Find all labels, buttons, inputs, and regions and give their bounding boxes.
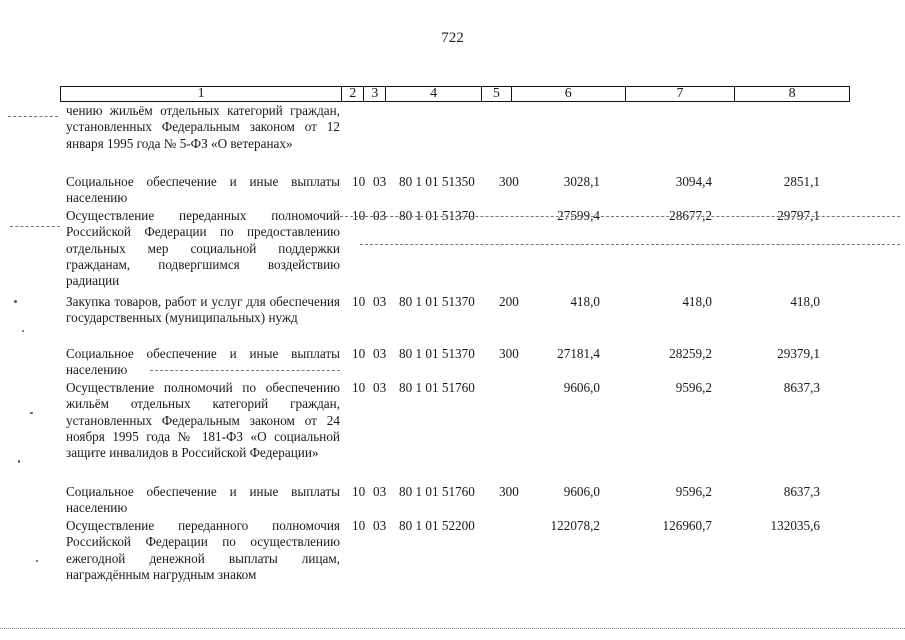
row-value-year1: 3028,1 xyxy=(563,174,600,189)
row-expense-type: 300 xyxy=(499,174,519,189)
row-target-code: 80 1 01 51370 xyxy=(399,346,475,361)
row-subsection: 03 xyxy=(373,484,387,499)
row-description: чению жильём отдельных категорий граждан, установленных Федеральным законом от 12 января 1995 года № 5-ФЗ «О ветеранах» xyxy=(66,103,340,151)
row-expense-type: 300 xyxy=(499,484,519,499)
row-target-code: 80 1 01 52200 xyxy=(399,518,475,533)
row-value-year3: 8637,3 xyxy=(783,484,820,499)
row-section: 10 xyxy=(352,484,366,499)
scan-speck xyxy=(18,460,20,463)
scan-artifact-line xyxy=(340,216,900,217)
row-value-year3: 8637,3 xyxy=(783,380,820,395)
row-value-year2: 126960,7 xyxy=(662,518,712,533)
row-target-code: 80 1 01 51370 xyxy=(399,294,475,309)
row-description: Социальное обеспечение и иные выплаты населению xyxy=(66,174,340,206)
row-value-year3: 29379,1 xyxy=(777,346,820,361)
row-expense-type: 200 xyxy=(499,294,519,309)
row-subsection: 03 xyxy=(373,294,387,309)
row-value-year1: 418,0 xyxy=(570,294,600,309)
row-target-code: 80 1 01 51370 xyxy=(399,208,475,223)
row-subsection: 03 xyxy=(373,174,387,189)
row-description: Осуществление переданного полномочия Российской Федерации по осуществлению ежегодной денежной выплаты лицам, награждённым нагрудным знаком xyxy=(66,518,340,582)
row-target-code: 80 1 01 51760 xyxy=(399,380,475,395)
row-description: Социальное обеспечение и иные выплаты населению xyxy=(66,346,340,378)
column-header-2: 2 xyxy=(342,87,364,101)
row-value-year1: 9606,0 xyxy=(563,380,600,395)
row-section: 10 xyxy=(352,294,366,309)
column-header-4: 4 xyxy=(386,87,482,101)
scan-artifact-line xyxy=(360,244,900,245)
row-value-year2: 28677,2 xyxy=(669,208,712,223)
row-value-year1: 122078,2 xyxy=(550,518,600,533)
row-section: 10 xyxy=(352,380,366,395)
row-description: Закупка товаров, работ и услуг для обеспечения государственных (муниципальных) нужд xyxy=(66,294,340,326)
row-description: Осуществление полномочий по обеспечению жильём отдельных категорий граждан, установленных Федеральным законом от 24 ноября 1995 года № 181-ФЗ «О социальной защите инвалидов в Российской Федерации» xyxy=(66,380,340,461)
scan-speck xyxy=(30,412,33,414)
row-section: 10 xyxy=(352,174,366,189)
row-value-year2: 9596,2 xyxy=(675,484,712,499)
row-value-year2: 418,0 xyxy=(682,294,712,309)
table-header xyxy=(60,86,850,102)
column-header-6: 6 xyxy=(512,87,626,101)
row-section: 10 xyxy=(352,518,366,533)
row-section: 10 xyxy=(352,208,366,223)
column-header-1: 1 xyxy=(61,87,342,101)
row-subsection: 03 xyxy=(373,346,387,361)
column-header-3: 3 xyxy=(364,87,386,101)
scan-artifact-bottom-line xyxy=(0,628,905,629)
scan-speck xyxy=(14,300,17,303)
row-value-year3: 29797,1 xyxy=(777,208,820,223)
row-value-year3: 2851,1 xyxy=(783,174,820,189)
row-subsection: 03 xyxy=(373,208,387,223)
column-header-7: 7 xyxy=(626,87,736,101)
scan-artifact-line xyxy=(10,226,60,227)
row-value-year1: 27599,4 xyxy=(557,208,600,223)
row-value-year1: 27181,4 xyxy=(557,346,600,361)
scan-speck xyxy=(36,560,38,562)
row-value-year2: 3094,4 xyxy=(675,174,712,189)
row-value-year3: 418,0 xyxy=(790,294,820,309)
column-header-5: 5 xyxy=(482,87,512,101)
row-target-code: 80 1 01 51760 xyxy=(399,484,475,499)
row-value-year2: 28259,2 xyxy=(669,346,712,361)
row-description: Осуществление переданных полномочий Российской Федерации по предоставлению отдельных мер социальной поддержки гражданам, подвергшимся воздействию радиации xyxy=(66,208,340,289)
row-expense-type: 300 xyxy=(499,346,519,361)
column-header-8: 8 xyxy=(788,86,796,101)
scan-artifact-line xyxy=(8,116,58,117)
page-number: 722 xyxy=(441,30,464,46)
row-value-year1: 9606,0 xyxy=(563,484,600,499)
row-target-code: 80 1 01 51350 xyxy=(399,174,475,189)
scan-speck xyxy=(22,330,24,332)
row-subsection: 03 xyxy=(373,518,387,533)
row-value-year2: 9596,2 xyxy=(675,380,712,395)
scan-artifact-line xyxy=(150,370,340,371)
row-section: 10 xyxy=(352,346,366,361)
row-description: Социальное обеспечение и иные выплаты населению xyxy=(66,484,340,516)
row-value-year3: 132035,6 xyxy=(770,518,820,533)
row-subsection: 03 xyxy=(373,380,387,395)
